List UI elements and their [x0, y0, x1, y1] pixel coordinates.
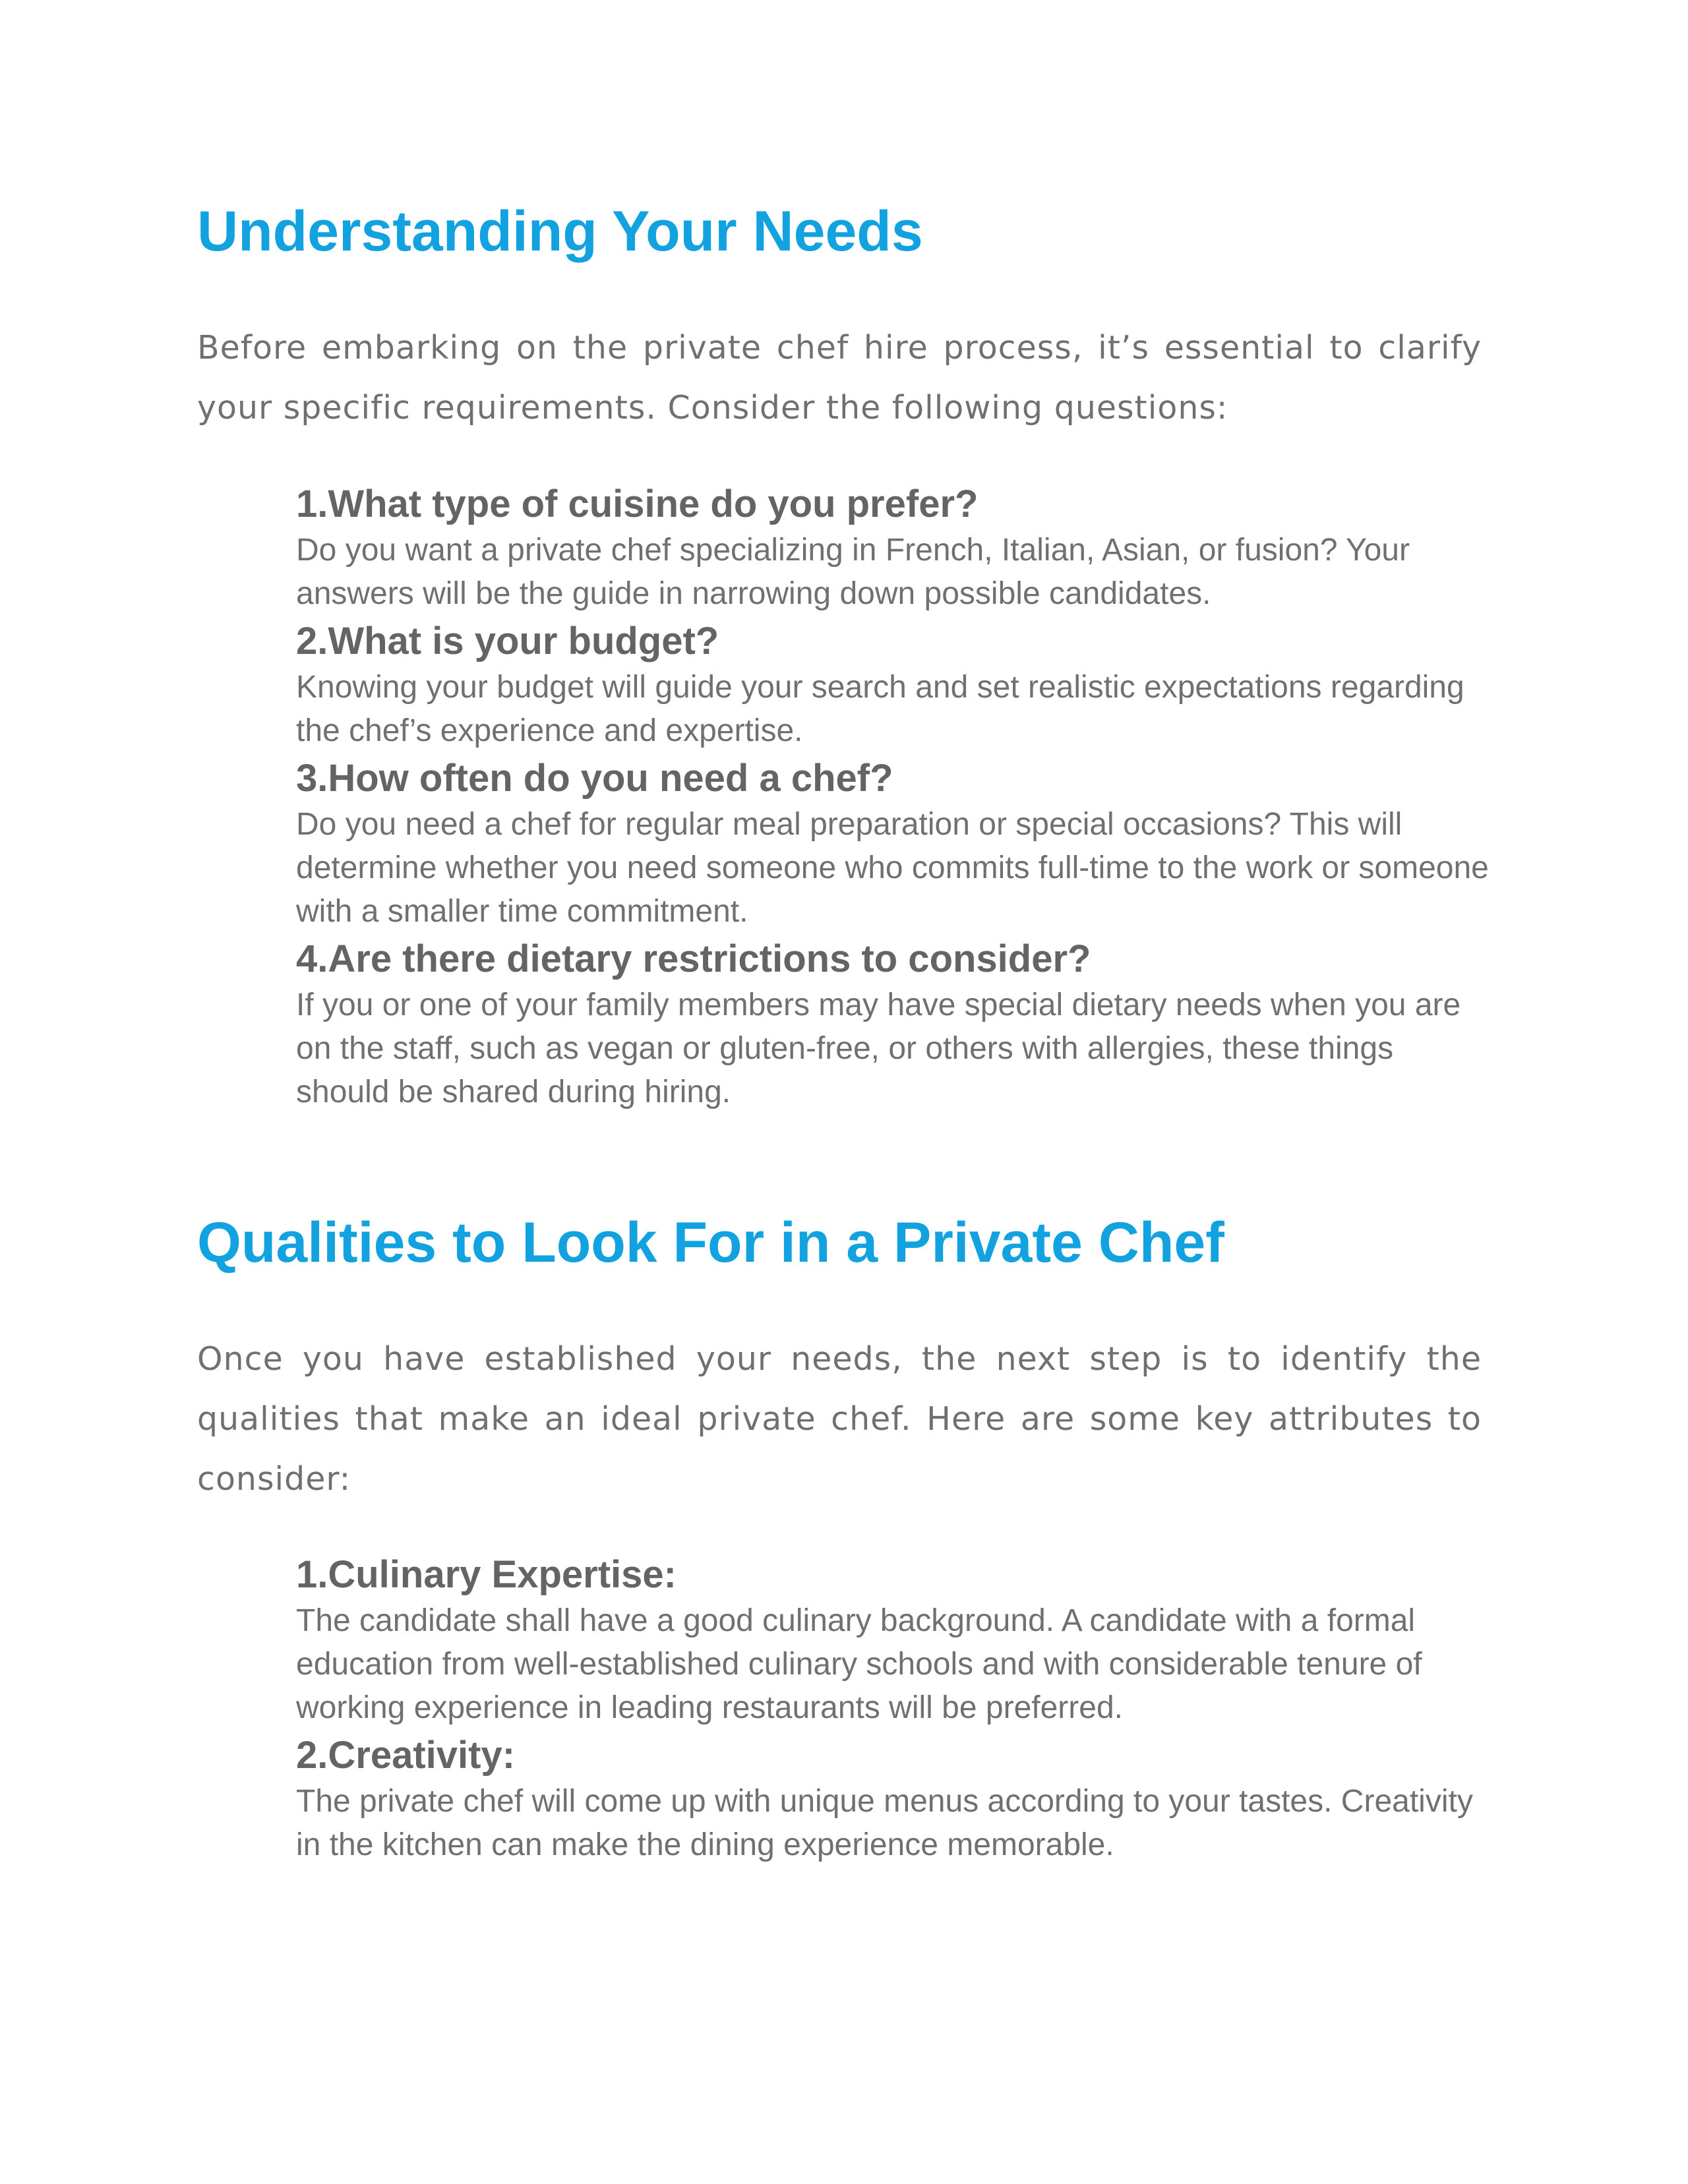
list-item — [296, 1554, 1490, 1730]
list-item-title: 4.Are there dietary restrictions to consider? — [296, 937, 1091, 980]
list-item-title: 2.What is your budget? — [296, 620, 719, 663]
list-item-title: 3.How often do you need a chef? — [296, 757, 893, 800]
list-item-title: 1.Culinary Expertise: — [296, 1553, 677, 1596]
list-item-body: If you or one of your family members may have special dietary needs when you are on the staff, such as vegan or gluten-free, or others with allergies, these things should be shared during hiring. — [296, 988, 1461, 1109]
list-item — [296, 758, 1490, 933]
list-item — [296, 484, 1490, 616]
list-item — [296, 939, 1490, 1114]
list-item-body: The candidate shall have a good culinary background. A candidate with a formal education from well-established culinary schools and with considerable tenure of working experience in leading restaurants will be preferred. — [296, 1603, 1422, 1725]
section-intro-understanding-needs: Before embarking on the private chef hire process, it’s essential to clarify your specific requirements. Consider the following questions: — [197, 329, 1482, 427]
list-item-body: Knowing your budget will guide your search and set realistic expectations regarding the chef’s experience and expertise. — [296, 670, 1464, 748]
list-item-title: 1.What type of cuisine do you prefer? — [296, 483, 979, 525]
list-item-title: 2.Creativity: — [296, 1734, 516, 1777]
list-item-body: Do you want a private chef specializing in French, Italian, Asian, or fusion? Your answers will be the guide in narrowing down possible candidates. — [296, 533, 1410, 611]
list-item-body: Do you need a chef for regular meal preparation or special occasions? This will determine whether you need someone who commits full-time to the work or someone with a smaller time commitment. — [296, 807, 1489, 929]
list-item — [296, 621, 1490, 753]
list-item — [296, 1735, 1490, 1867]
list-item-body: The private chef will come up with unique menus according to your tastes. Creativity in the kitchen can make the dining experience memorable. — [296, 1784, 1473, 1862]
section-heading-understanding-needs: Understanding Your Needs — [197, 200, 923, 263]
section-intro-qualities: Once you have established your needs, the next step is to identify the qualities that make an ideal private chef. Here are some key attributes to consider: — [197, 1340, 1482, 1498]
qualities-list — [296, 1554, 1490, 1867]
section-heading-qualities: Qualities to Look For in a Private Chef — [197, 1211, 1224, 1274]
questions-list — [296, 484, 1490, 1114]
